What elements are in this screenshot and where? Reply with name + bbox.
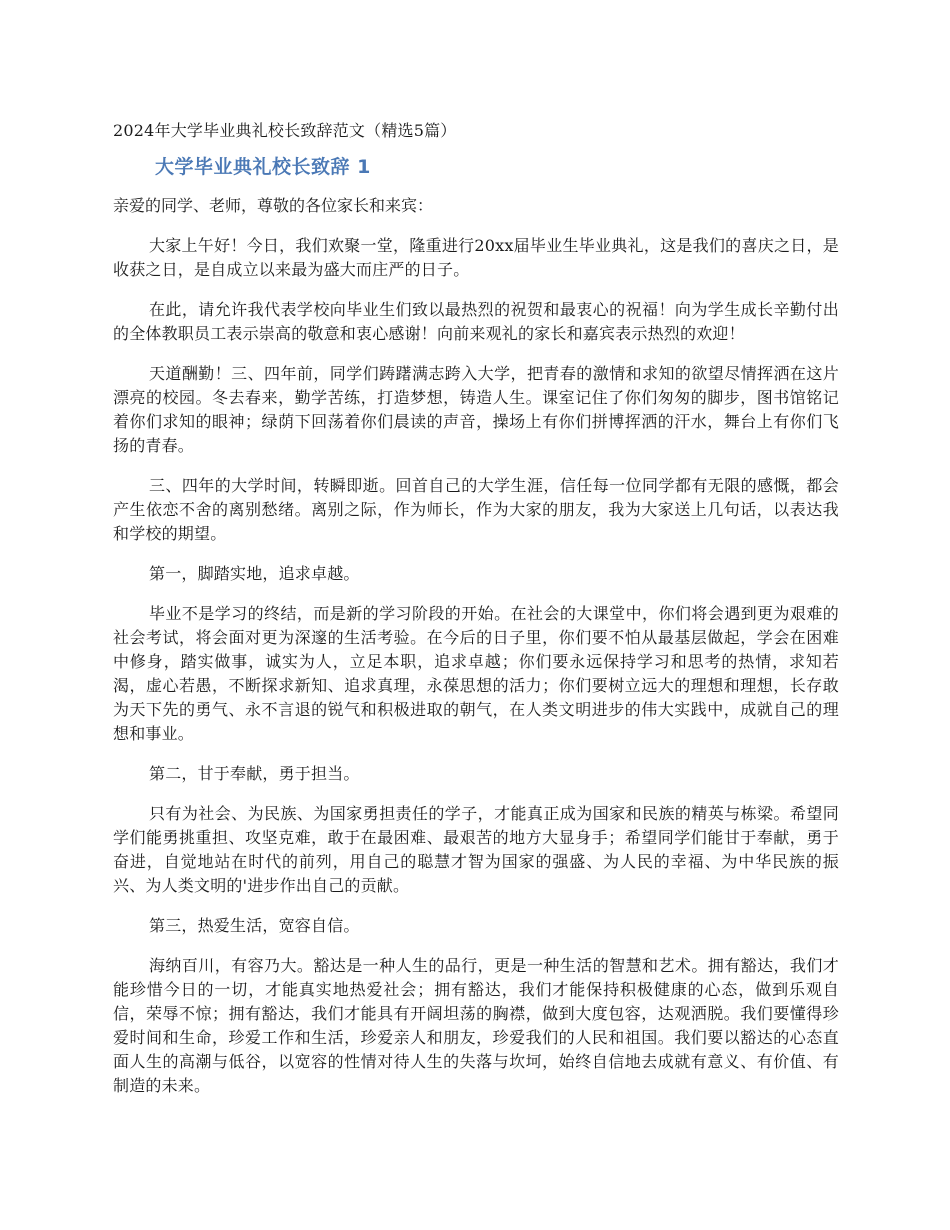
document-title: 2024年大学毕业典礼校长致辞范文（精选5篇） xyxy=(113,121,457,140)
paragraph-greeting: 大家上午好！今日，我们欢聚一堂，隆重进行20xx届毕业生毕业典礼，这是我们的喜庆之日，是收获之日，是自成立以来最为盛大而庄严的日子。 xyxy=(113,236,839,279)
salutation: 亲爱的同学、老师，尊敬的各位家长和来宾： xyxy=(113,196,434,215)
paragraph-farewell: 三、四年的大学时间，转瞬即逝。回首自己的大学生涯，信任每一位同学都有无限的感慨，都会产生依恋不舍的离别愁绪。离别之际，作为师长，作为大家的朋友，我为大家送上几句话，以表达我和学校的期望。 xyxy=(113,476,839,543)
paragraph-point-one: 毕业不是学习的终结，而是新的学习阶段的开始。在社会的大课堂中，你们将会遇到更为艰难的社会考试，将会面对更为深邃的生活考验。在今后的日子里，你们要不怕从最基层做起，学会在困难中修身，踏实做事，诚实为人，立足本职，追求卓越；你们要永远保持学习和思考的热情，求知若渴，虚心若愚，不断探求新知、追求真理，永葆思想的活力；你们要树立远大的理想和理想，长存敢为天下先的勇气、永不言退的锐气和积极进取的朝气，在人类文明进步的伟大实践中，成就自己的理想和事业。 xyxy=(113,604,839,743)
document-page xyxy=(113,118,839,1114)
paragraph-point-three: 海纳百川，有容乃大。豁达是一种人生的品行，更是一种生活的智慧和艺术。拥有豁达，我们才能珍惜今日的一切，才能真实地热爱社会；拥有豁达，我们才能保持积极健康的心态，做到乐观自信，荣辱不惊；拥有豁达，我们才能具有开阔坦荡的胸襟，做到大度包容，达观洒脱。我们要懂得珍爱时间和生命，珍爱工作和生活，珍爱亲人和朋友，珍爱我们的人民和祖国。我们要以豁达的心态直面人生的高潮与低谷，以宽容的性情对待人生的失落与坎坷，始终自信地去成就有意义、有价值、有制造的未来。 xyxy=(113,956,839,1095)
point-two-heading: 第二，甘于奉献，勇于担当。 xyxy=(149,764,360,783)
paragraph-congratulations: 在此，请允许我代表学校向毕业生们致以最热烈的祝贺和最衷心的祝福！向为学生成长辛勤付出的全体教职员工表示崇高的敬意和衷心感谢！向前来观礼的家长和嘉宾表示热烈的欢迎！ xyxy=(113,300,839,343)
section-heading: 大学毕业典礼校长致辞 1 xyxy=(155,156,371,178)
point-three-heading: 第三，热爱生活，宽容自信。 xyxy=(149,916,360,935)
paragraph-reminiscence: 天道酬勤！三、四年前，同学们踌躇满志跨入大学，把青春的激情和求知的欲望尽情挥洒在这片漂亮的校园。冬去春来，勤学苦练，打造梦想，铸造人生。课室记住了你们匆匆的脚步，图书馆铭记着你们求知的眼神；绿荫下回荡着你们晨读的声音，操场上有你们拼博挥洒的汗水，舞台上有你们飞扬的青春。 xyxy=(113,364,839,455)
point-one-heading: 第一，脚踏实地，追求卓越。 xyxy=(149,564,360,583)
paragraph-point-two: 只有为社会、为民族、为国家勇担责任的学子，才能真正成为国家和民族的精英与栋梁。希望同学们能勇挑重担、攻坚克难，敢于在最困难、最艰苦的地方大显身手；希望同学们能甘于奉献，勇于奋进，自觉地站在时代的前列，用自己的聪慧才智为国家的强盛、为人民的幸福、为中华民族的振兴、为人类文明的'进步作出自己的贡献。 xyxy=(113,804,839,895)
